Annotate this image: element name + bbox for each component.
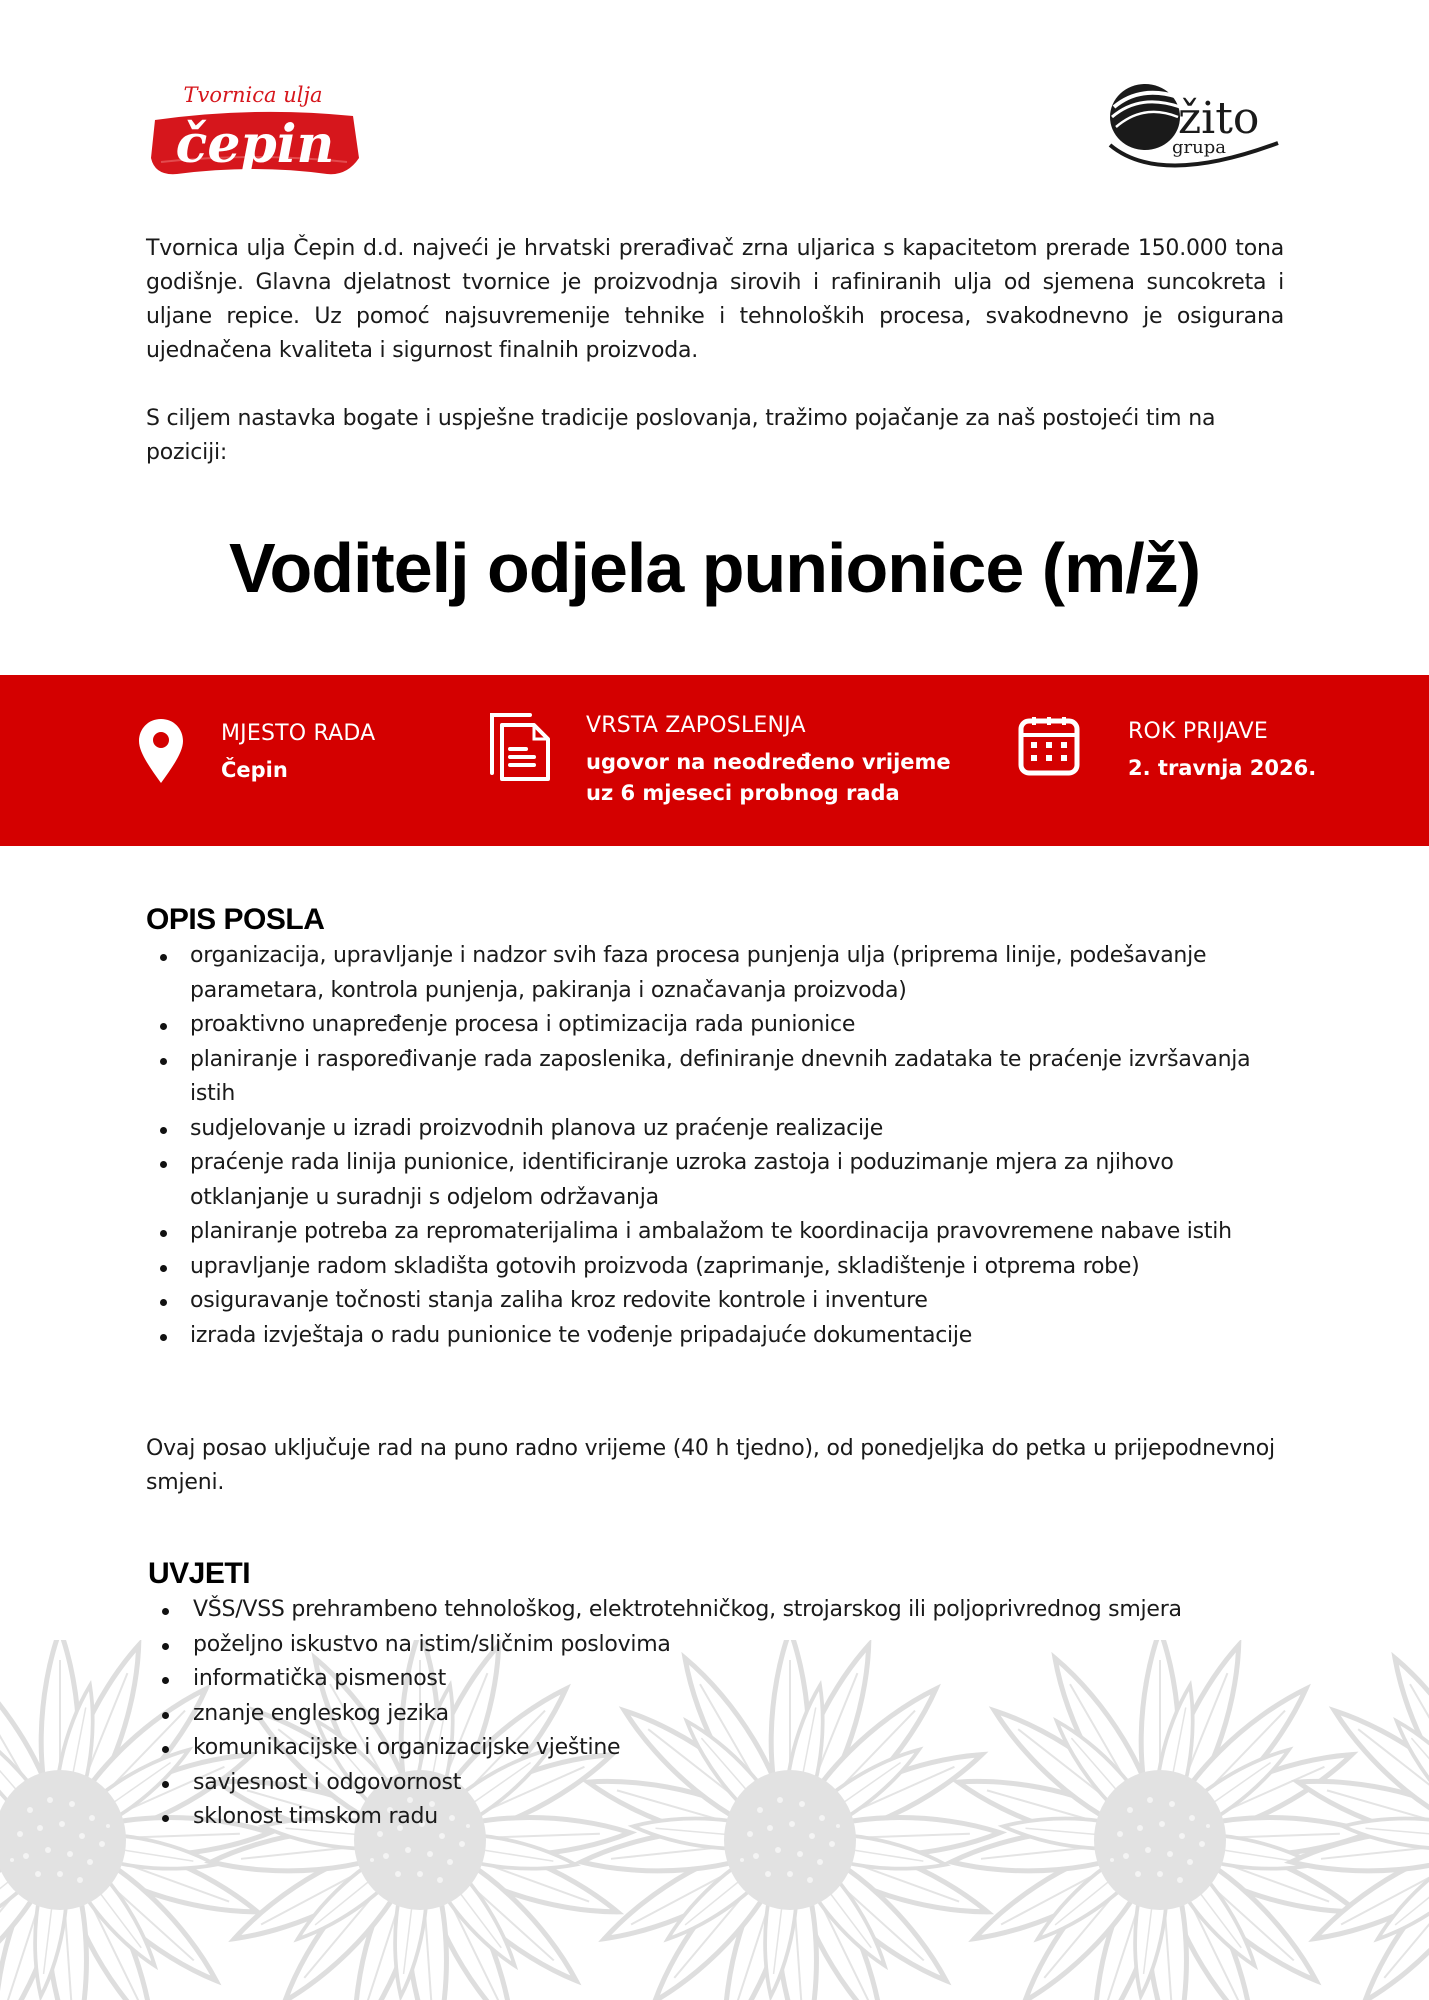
requirements-heading: UVJETI <box>148 1557 251 1590</box>
list-item: savjesnost i odgovornost <box>148 1766 1286 1801</box>
employment-type-value-line: ugovor na neodređeno vrijeme <box>586 750 951 774</box>
job-info-banner <box>0 675 1429 846</box>
svg-text:Tvornica ulja: Tvornica ulja <box>183 83 323 107</box>
list-item: planiranje potreba za repromaterijalima i ambalažom te koordinacija pravovremene nabave istih <box>146 1215 1284 1250</box>
list-item: sudjelovanje u izradi proizvodnih planova uz praćenje realizacije <box>146 1112 1284 1147</box>
employment-type-label: VRSTA ZAPOSLENJA <box>586 713 806 738</box>
deadline-label: ROK PRIJAVE <box>1128 719 1268 744</box>
employment-type-info <box>490 711 951 809</box>
zito-grupa-logo <box>1100 75 1290 180</box>
list-item: planiranje i raspoređivanje rada zaposlenika, definiranje dnevnih zadataka te praćenje izvršavanja istih <box>146 1043 1284 1112</box>
employment-type-value <box>586 747 951 809</box>
list-item: poželjno iskustvo na istim/sličnim poslovima <box>148 1628 1286 1663</box>
deadline-value: 2. travnja 2026. <box>1128 756 1317 780</box>
tvornica-ulja-cepin-logo <box>147 78 362 183</box>
list-item: osiguravanje točnosti stanja zaliha kroz redovite kontrole i inventure <box>146 1284 1284 1319</box>
document-icon <box>490 711 552 785</box>
calendar-icon <box>1018 715 1080 781</box>
svg-text:grupa: grupa <box>1172 137 1226 158</box>
list-item: upravljanje radom skladišta gotovih proizvoda (zaprimanje, skladištenje i otprema robe) <box>146 1250 1284 1285</box>
svg-text:žito: žito <box>1178 93 1260 144</box>
svg-text:čepin: čepin <box>175 114 335 175</box>
location-label: MJESTO RADA <box>221 721 376 746</box>
list-item: praćenje rada linija punionice, identificiranje uzroka zastoja i poduzimanje mjera za njihovo otklanjanje u suradnji s odjelom održavanja <box>146 1146 1284 1215</box>
list-item: VŠS/VSS prehrambeno tehnološkog, elektrotehničkog, strojarskog ili poljoprivrednog smjera <box>148 1593 1286 1628</box>
job-description-section <box>146 903 1284 1353</box>
requirements-section <box>148 1557 1286 1835</box>
working-hours-note: Ovaj posao uključuje rad na puno radno vrijeme (40 h tjedno), od ponedjeljka do petka u prijepodnevnoj smjeni. <box>146 1436 1275 1495</box>
map-pin-icon <box>137 717 185 789</box>
intro-section <box>146 232 1284 470</box>
location-value: Čepin <box>221 758 288 782</box>
intro-paragraph: Tvornica ulja Čepin d.d. najveći je hrvatski prerađivač zrna uljarica s kapacitetom prerade 150.000 tona godišnje. Glavna djelatnost tvornice je proizvodnja sirovih i rafiniranih ulja od sjemena suncokreta i uljane repice. Uz pomoć najsuvremenije tehnike i tehnoloških procesa, svakodnevno je osigurana ujednačena kvaliteta i sigurnost finalnih proizvoda. <box>146 236 1284 363</box>
job-description-heading: OPIS POSLA <box>146 903 325 936</box>
intro-paragraph: S ciljem nastavka bogate i uspješne tradicije poslovanja, tražimo pojačanje za naš postojeći tim na poziciji: <box>146 406 1216 465</box>
list-item: sklonost timskom radu <box>148 1800 1286 1835</box>
list-item: komunikacijske i organizacijske vještine <box>148 1731 1286 1766</box>
requirements-list <box>148 1593 1286 1835</box>
job-description-list <box>146 939 1284 1353</box>
application-deadline-info <box>1018 715 1316 784</box>
list-item: izrada izvještaja o radu punionice te vođenje pripadajuće dokumentacije <box>146 1319 1284 1354</box>
list-item: znanje engleskog jezika <box>148 1697 1286 1732</box>
employment-type-value-line: uz 6 mjeseci probnog rada <box>586 781 900 805</box>
list-item: organizacija, upravljanje i nadzor svih faza procesa punjenja ulja (priprema linije, podešavanje parametara, kontrola punjenja, pakiranja i označavanja proizvoda) <box>146 939 1284 1008</box>
location-info <box>137 717 375 789</box>
job-title: Voditelj odjela punionice (m/ž) <box>228 529 1201 607</box>
list-item: informatička pismenost <box>148 1662 1286 1697</box>
list-item: proaktivno unapređenje procesa i optimizacija rada punionice <box>146 1008 1284 1043</box>
